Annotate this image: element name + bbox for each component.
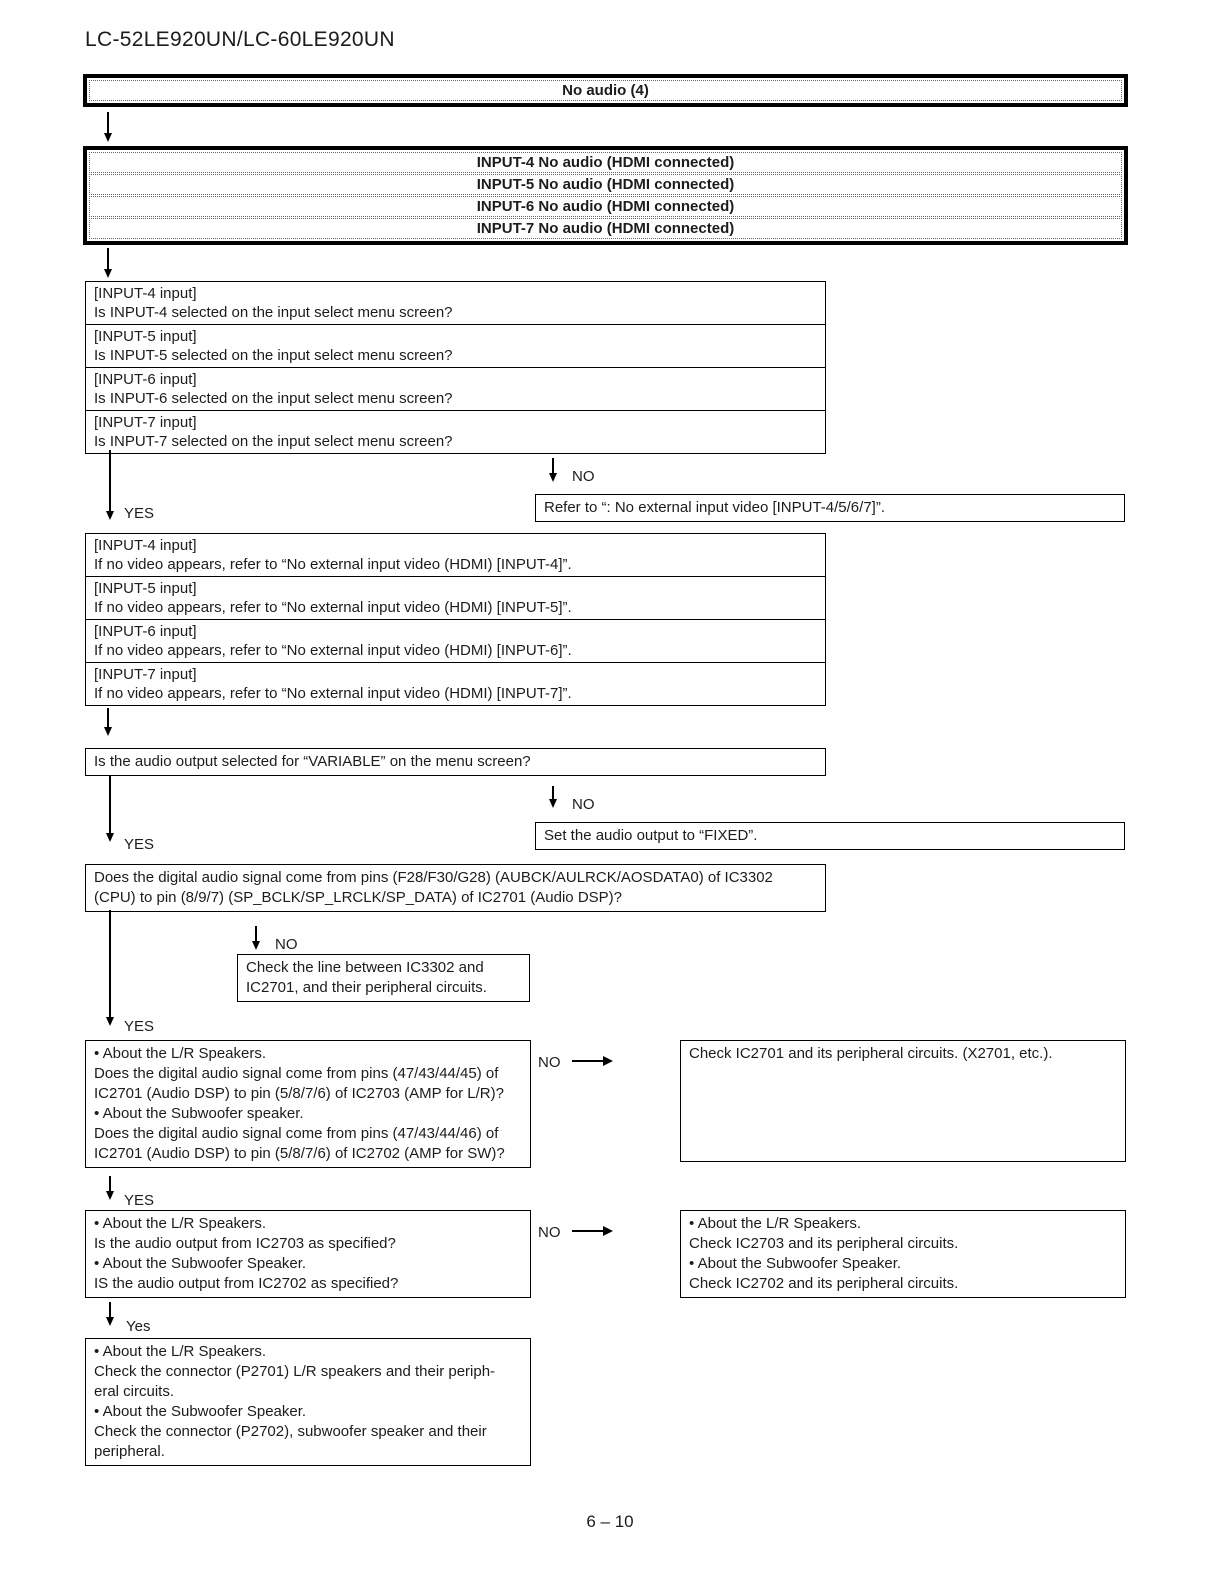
down-arrow <box>109 1302 111 1318</box>
action-line: Check IC2702 and its peripheral circuits. <box>689 1275 959 1292</box>
check-amps-box <box>680 1210 1126 1298</box>
output-check-question-box <box>85 1210 531 1298</box>
no-label: NO <box>538 1054 561 1071</box>
cell-line: [INPUT-4 input] <box>94 285 197 302</box>
symptom-row: INPUT-4 No audio (HDMI connected) <box>89 152 1122 173</box>
no-label: NO <box>572 796 595 813</box>
variable-question-box: Is the audio output selected for “VARIABLE” on the menu screen? <box>85 748 826 776</box>
no-label: NO <box>538 1224 561 1241</box>
cell-line: Is INPUT-5 selected on the input select menu screen? <box>94 347 453 364</box>
cell-line: [INPUT-6 input] <box>94 623 197 640</box>
flow-cell <box>86 534 825 577</box>
yes-label: YES <box>124 505 155 522</box>
check-ic2701-box <box>680 1040 1126 1162</box>
question-line: • About the Subwoofer Speaker. <box>94 1255 307 1272</box>
down-arrow <box>107 112 109 134</box>
down-arrow <box>109 1176 111 1192</box>
symptom-row: INPUT-7 No audio (HDMI connected) <box>89 218 1122 239</box>
right-arrow <box>572 1230 604 1232</box>
check-line-box <box>237 954 530 1002</box>
question-line: IS the audio output from IC2702 as specified? <box>94 1275 399 1292</box>
action-line: Check the connector (P2701) L/R speakers and their periph- <box>94 1363 496 1380</box>
cell-line: [INPUT-6 input] <box>94 371 197 388</box>
cell-line: [INPUT-4 input] <box>94 537 197 554</box>
down-arrow <box>552 458 554 474</box>
question-line: Is the audio output from IC2703 as specified? <box>94 1235 396 1252</box>
action-line: Check the connector (P2702), subwoofer speaker and their <box>94 1423 487 1440</box>
question-line: IC2701 (Audio DSP) to pin (5/8/7/6) of IC2703 (AMP for L/R)? <box>94 1085 504 1102</box>
flow-cell <box>86 282 825 325</box>
question-line: • About the L/R Speakers. <box>94 1215 267 1232</box>
action-line: • About the L/R Speakers. <box>94 1343 267 1360</box>
cell-line: Is INPUT-6 selected on the input select menu screen? <box>94 390 453 407</box>
cell-line: Is INPUT-7 selected on the input select menu screen? <box>94 433 453 450</box>
question-line: IC2701 (Audio DSP) to pin (5/8/7/6) of IC2702 (AMP for SW)? <box>94 1145 505 1162</box>
down-arrow <box>552 786 554 800</box>
flow-cell <box>86 325 825 368</box>
model-header: LC-52LE920UN/LC-60LE920UN <box>85 28 395 51</box>
speakers-signal-question-box <box>85 1040 531 1168</box>
down-arrow <box>255 926 257 942</box>
question-line: Does the digital audio signal come from pins (47/43/44/46) of <box>94 1125 499 1142</box>
action-line: • About the Subwoofer Speaker. <box>689 1255 902 1272</box>
down-arrow <box>109 776 111 834</box>
set-fixed-box: Set the audio output to “FIXED”. <box>535 822 1125 850</box>
flow-cell <box>86 577 825 620</box>
no-label: NO <box>572 468 595 485</box>
action-line: Check IC2701 and its peripheral circuits. (X2701, etc.). <box>689 1045 1053 1062</box>
symptom-row: INPUT-6 No audio (HDMI connected) <box>89 196 1122 217</box>
question-line: • About the L/R Speakers. <box>94 1045 267 1062</box>
action-line: • About the L/R Speakers. <box>689 1215 862 1232</box>
question-line: • About the Subwoofer speaker. <box>94 1105 304 1122</box>
input-select-check-box <box>85 281 826 454</box>
down-arrow <box>109 910 111 1018</box>
yes-label: YES <box>124 836 155 853</box>
cell-line: [INPUT-5 input] <box>94 580 197 597</box>
flow-cell <box>86 368 825 411</box>
flow-cell <box>86 620 825 663</box>
no-video-refer-box <box>85 533 826 706</box>
cell-line: If no video appears, refer to “No external input video (HDMI) [INPUT-6]”. <box>94 642 572 659</box>
action-line: eral circuits. <box>94 1383 175 1400</box>
yes-label: YES <box>124 1018 155 1035</box>
cell-line: [INPUT-7 input] <box>94 666 197 683</box>
cell-line: Is INPUT-4 selected on the input select menu screen? <box>94 304 453 321</box>
yes-label: YES <box>124 1192 155 1209</box>
down-arrow <box>109 450 111 512</box>
refer-no-video-box: Refer to “: No external input video [INPUT-4/5/6/7]”. <box>535 494 1125 522</box>
yes-label: Yes <box>126 1318 151 1335</box>
cell-line: If no video appears, refer to “No external input video (HDMI) [INPUT-4]”. <box>94 556 572 573</box>
page-number: 6 – 10 <box>586 1512 634 1531</box>
action-line: peripheral. <box>94 1443 165 1460</box>
question-line: Does the digital audio signal come from pins (F28/F30/G28) (AUBCK/AULRCK/AOSDATA0) of IC3302 <box>94 869 773 886</box>
action-line: • About the Subwoofer Speaker. <box>94 1403 307 1420</box>
question-line: Does the digital audio signal come from pins (47/43/44/45) of <box>94 1065 499 1082</box>
cell-line: If no video appears, refer to “No external input video (HDMI) [INPUT-7]”. <box>94 685 572 702</box>
cell-line: [INPUT-7 input] <box>94 414 197 431</box>
symptom-box <box>83 146 1128 245</box>
action-line: IC2701, and their peripheral circuits. <box>246 979 487 996</box>
action-line: Check the line between IC3302 and <box>246 959 484 976</box>
flow-title-box <box>83 74 1128 107</box>
no-label: NO <box>275 936 298 953</box>
cell-line: [INPUT-5 input] <box>94 328 197 345</box>
flow-title: No audio (4) <box>89 80 1122 101</box>
cell-line: If no video appears, refer to “No external input video (HDMI) [INPUT-5]”. <box>94 599 572 616</box>
flow-cell <box>86 663 825 705</box>
flow-cell <box>86 411 825 453</box>
symptom-row: INPUT-5 No audio (HDMI connected) <box>89 174 1122 195</box>
down-arrow <box>107 708 109 728</box>
final-action-box <box>85 1338 531 1466</box>
right-arrow <box>572 1060 604 1062</box>
down-arrow <box>107 248 109 270</box>
question-line: (CPU) to pin (8/9/7) (SP_BCLK/SP_LRCLK/SP_DATA) of IC2701 (Audio DSP)? <box>94 889 622 906</box>
action-line: Check IC2703 and its peripheral circuits. <box>689 1235 959 1252</box>
digital-signal-question-box <box>85 864 826 912</box>
